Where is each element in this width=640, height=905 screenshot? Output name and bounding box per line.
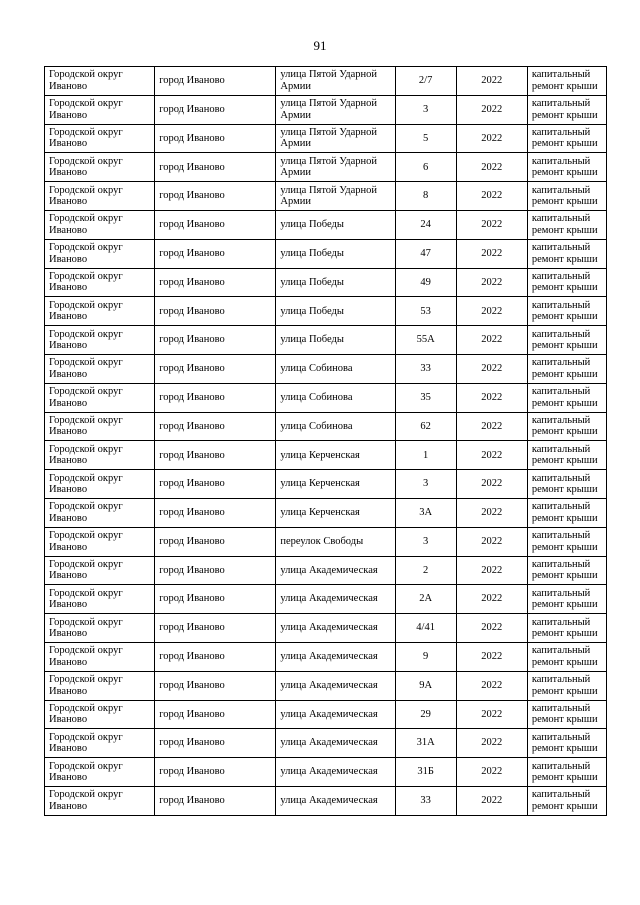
city-cell: город Иваново <box>155 124 276 153</box>
city-cell: город Иваново <box>155 758 276 787</box>
city-cell: город Иваново <box>155 585 276 614</box>
street-cell: улица Академическая <box>276 700 395 729</box>
table-row <box>45 786 607 815</box>
house-number-cell: 29 <box>395 700 456 729</box>
year-cell: 2022 <box>456 95 527 124</box>
year-cell: 2022 <box>456 326 527 355</box>
municipal-okrug-cell: Городской округ Иваново <box>45 729 155 758</box>
table-row <box>45 642 607 671</box>
table-row <box>45 182 607 211</box>
house-number-cell: 62 <box>395 412 456 441</box>
table-row <box>45 585 607 614</box>
street-cell: улица Собинова <box>276 354 395 383</box>
municipal-okrug-cell: Городской округ Иваново <box>45 470 155 499</box>
work-type-cell: капитальный ремонт крыши <box>527 124 606 153</box>
city-cell: город Иваново <box>155 182 276 211</box>
year-cell: 2022 <box>456 556 527 585</box>
year-cell: 2022 <box>456 585 527 614</box>
house-number-cell: 2 <box>395 556 456 585</box>
municipal-okrug-cell: Городской округ Иваново <box>45 614 155 643</box>
street-cell: улица Академическая <box>276 642 395 671</box>
city-cell: город Иваново <box>155 556 276 585</box>
year-cell: 2022 <box>456 239 527 268</box>
work-type-cell: капитальный ремонт крыши <box>527 556 606 585</box>
street-cell: улица Академическая <box>276 671 395 700</box>
street-cell: улица Академическая <box>276 585 395 614</box>
street-cell: улица Академическая <box>276 614 395 643</box>
year-cell: 2022 <box>456 412 527 441</box>
city-cell: город Иваново <box>155 441 276 470</box>
year-cell: 2022 <box>456 700 527 729</box>
city-cell: город Иваново <box>155 671 276 700</box>
table-row <box>45 700 607 729</box>
year-cell: 2022 <box>456 758 527 787</box>
house-number-cell: 55А <box>395 326 456 355</box>
house-number-cell: 24 <box>395 210 456 239</box>
municipal-okrug-cell: Городской округ Иваново <box>45 354 155 383</box>
work-type-cell: капитальный ремонт крыши <box>527 671 606 700</box>
street-cell: улица Академическая <box>276 786 395 815</box>
street-cell: улица Пятой Ударной Армии <box>276 124 395 153</box>
city-cell: город Иваново <box>155 268 276 297</box>
house-number-cell: 6 <box>395 153 456 182</box>
city-cell: город Иваново <box>155 239 276 268</box>
street-cell: улица Победы <box>276 268 395 297</box>
year-cell: 2022 <box>456 297 527 326</box>
city-cell: город Иваново <box>155 729 276 758</box>
year-cell: 2022 <box>456 383 527 412</box>
table-row <box>45 297 607 326</box>
work-type-cell: капитальный ремонт крыши <box>527 441 606 470</box>
municipal-okrug-cell: Городской округ Иваново <box>45 268 155 297</box>
house-number-cell: 47 <box>395 239 456 268</box>
street-cell: улица Пятой Ударной Армии <box>276 95 395 124</box>
street-cell: улица Собинова <box>276 383 395 412</box>
municipal-okrug-cell: Городской округ Иваново <box>45 786 155 815</box>
work-type-cell: капитальный ремонт крыши <box>527 470 606 499</box>
work-type-cell: капитальный ремонт крыши <box>527 383 606 412</box>
registry-table <box>44 66 607 816</box>
city-cell: город Иваново <box>155 210 276 239</box>
table-row <box>45 153 607 182</box>
registry-table-body <box>45 67 607 816</box>
municipal-okrug-cell: Городской округ Иваново <box>45 671 155 700</box>
municipal-okrug-cell: Городской округ Иваново <box>45 441 155 470</box>
street-cell: улица Победы <box>276 210 395 239</box>
house-number-cell: 35 <box>395 383 456 412</box>
municipal-okrug-cell: Городской округ Иваново <box>45 412 155 441</box>
page-number: 91 <box>313 38 327 53</box>
municipal-okrug-cell: Городской округ Иваново <box>45 585 155 614</box>
street-cell: улица Пятой Ударной Армии <box>276 67 395 96</box>
house-number-cell: 3 <box>395 527 456 556</box>
city-cell: город Иваново <box>155 642 276 671</box>
street-cell: улица Академическая <box>276 758 395 787</box>
street-cell: улица Керченская <box>276 498 395 527</box>
house-number-cell: 49 <box>395 268 456 297</box>
street-cell: улица Собинова <box>276 412 395 441</box>
work-type-cell: капитальный ремонт крыши <box>527 585 606 614</box>
house-number-cell: 4/41 <box>395 614 456 643</box>
work-type-cell: капитальный ремонт крыши <box>527 268 606 297</box>
municipal-okrug-cell: Городской округ Иваново <box>45 239 155 268</box>
table-row <box>45 729 607 758</box>
city-cell: город Иваново <box>155 354 276 383</box>
city-cell: город Иваново <box>155 614 276 643</box>
work-type-cell: капитальный ремонт крыши <box>527 614 606 643</box>
work-type-cell: капитальный ремонт крыши <box>527 642 606 671</box>
street-cell: улица Керченская <box>276 470 395 499</box>
street-cell: улица Победы <box>276 297 395 326</box>
year-cell: 2022 <box>456 729 527 758</box>
street-cell: улица Пятой Ударной Армии <box>276 182 395 211</box>
municipal-okrug-cell: Городской округ Иваново <box>45 383 155 412</box>
house-number-cell: 33 <box>395 354 456 383</box>
year-cell: 2022 <box>456 182 527 211</box>
table-row <box>45 67 607 96</box>
city-cell: город Иваново <box>155 383 276 412</box>
year-cell: 2022 <box>456 642 527 671</box>
work-type-cell: капитальный ремонт крыши <box>527 786 606 815</box>
municipal-okrug-cell: Городской округ Иваново <box>45 95 155 124</box>
table-row <box>45 614 607 643</box>
year-cell: 2022 <box>456 786 527 815</box>
year-cell: 2022 <box>456 354 527 383</box>
table-row <box>45 268 607 297</box>
municipal-okrug-cell: Городской округ Иваново <box>45 498 155 527</box>
municipal-okrug-cell: Городской округ Иваново <box>45 326 155 355</box>
municipal-okrug-cell: Городской округ Иваново <box>45 297 155 326</box>
city-cell: город Иваново <box>155 498 276 527</box>
work-type-cell: капитальный ремонт крыши <box>527 210 606 239</box>
municipal-okrug-cell: Городской округ Иваново <box>45 124 155 153</box>
table-row <box>45 354 607 383</box>
city-cell: город Иваново <box>155 67 276 96</box>
house-number-cell: 3 <box>395 470 456 499</box>
table-row <box>45 556 607 585</box>
house-number-cell: 3А <box>395 498 456 527</box>
year-cell: 2022 <box>456 268 527 297</box>
year-cell: 2022 <box>456 614 527 643</box>
house-number-cell: 2/7 <box>395 67 456 96</box>
year-cell: 2022 <box>456 67 527 96</box>
table-row <box>45 498 607 527</box>
house-number-cell: 2А <box>395 585 456 614</box>
work-type-cell: капитальный ремонт крыши <box>527 297 606 326</box>
work-type-cell: капитальный ремонт крыши <box>527 182 606 211</box>
street-cell: улица Пятой Ударной Армии <box>276 153 395 182</box>
year-cell: 2022 <box>456 527 527 556</box>
table-row <box>45 527 607 556</box>
city-cell: город Иваново <box>155 297 276 326</box>
street-cell: улица Академическая <box>276 556 395 585</box>
table-row <box>45 671 607 700</box>
house-number-cell: 3 <box>395 95 456 124</box>
street-cell: переулок Свободы <box>276 527 395 556</box>
work-type-cell: капитальный ремонт крыши <box>527 67 606 96</box>
year-cell: 2022 <box>456 470 527 499</box>
house-number-cell: 8 <box>395 182 456 211</box>
work-type-cell: капитальный ремонт крыши <box>527 729 606 758</box>
house-number-cell: 33 <box>395 786 456 815</box>
city-cell: город Иваново <box>155 412 276 441</box>
work-type-cell: капитальный ремонт крыши <box>527 498 606 527</box>
city-cell: город Иваново <box>155 153 276 182</box>
table-row <box>45 124 607 153</box>
table-row <box>45 441 607 470</box>
municipal-okrug-cell: Городской округ Иваново <box>45 182 155 211</box>
year-cell: 2022 <box>456 441 527 470</box>
table-row <box>45 412 607 441</box>
house-number-cell: 9А <box>395 671 456 700</box>
municipal-okrug-cell: Городской округ Иваново <box>45 700 155 729</box>
street-cell: улица Победы <box>276 326 395 355</box>
year-cell: 2022 <box>456 671 527 700</box>
municipal-okrug-cell: Городской округ Иваново <box>45 153 155 182</box>
year-cell: 2022 <box>456 124 527 153</box>
house-number-cell: 53 <box>395 297 456 326</box>
city-cell: город Иваново <box>155 527 276 556</box>
work-type-cell: капитальный ремонт крыши <box>527 354 606 383</box>
street-cell: улица Академическая <box>276 729 395 758</box>
street-cell: улица Победы <box>276 239 395 268</box>
work-type-cell: капитальный ремонт крыши <box>527 326 606 355</box>
work-type-cell: капитальный ремонт крыши <box>527 239 606 268</box>
city-cell: город Иваново <box>155 95 276 124</box>
work-type-cell: капитальный ремонт крыши <box>527 527 606 556</box>
house-number-cell: 9 <box>395 642 456 671</box>
year-cell: 2022 <box>456 210 527 239</box>
work-type-cell: капитальный ремонт крыши <box>527 412 606 441</box>
table-row <box>45 383 607 412</box>
work-type-cell: капитальный ремонт крыши <box>527 153 606 182</box>
house-number-cell: 31Б <box>395 758 456 787</box>
work-type-cell: капитальный ремонт крыши <box>527 758 606 787</box>
year-cell: 2022 <box>456 498 527 527</box>
house-number-cell: 1 <box>395 441 456 470</box>
year-cell: 2022 <box>456 153 527 182</box>
city-cell: город Иваново <box>155 786 276 815</box>
work-type-cell: капитальный ремонт крыши <box>527 95 606 124</box>
municipal-okrug-cell: Городской округ Иваново <box>45 527 155 556</box>
city-cell: город Иваново <box>155 326 276 355</box>
municipal-okrug-cell: Городской округ Иваново <box>45 642 155 671</box>
city-cell: город Иваново <box>155 470 276 499</box>
table-row <box>45 470 607 499</box>
table-row <box>45 758 607 787</box>
house-number-cell: 31А <box>395 729 456 758</box>
municipal-okrug-cell: Городской округ Иваново <box>45 67 155 96</box>
table-row <box>45 210 607 239</box>
municipal-okrug-cell: Городской округ Иваново <box>45 210 155 239</box>
municipal-okrug-cell: Городской округ Иваново <box>45 556 155 585</box>
table-row <box>45 239 607 268</box>
work-type-cell: капитальный ремонт крыши <box>527 700 606 729</box>
municipal-okrug-cell: Городской округ Иваново <box>45 758 155 787</box>
table-row <box>45 95 607 124</box>
house-number-cell: 5 <box>395 124 456 153</box>
table-row <box>45 326 607 355</box>
street-cell: улица Керченская <box>276 441 395 470</box>
city-cell: город Иваново <box>155 700 276 729</box>
